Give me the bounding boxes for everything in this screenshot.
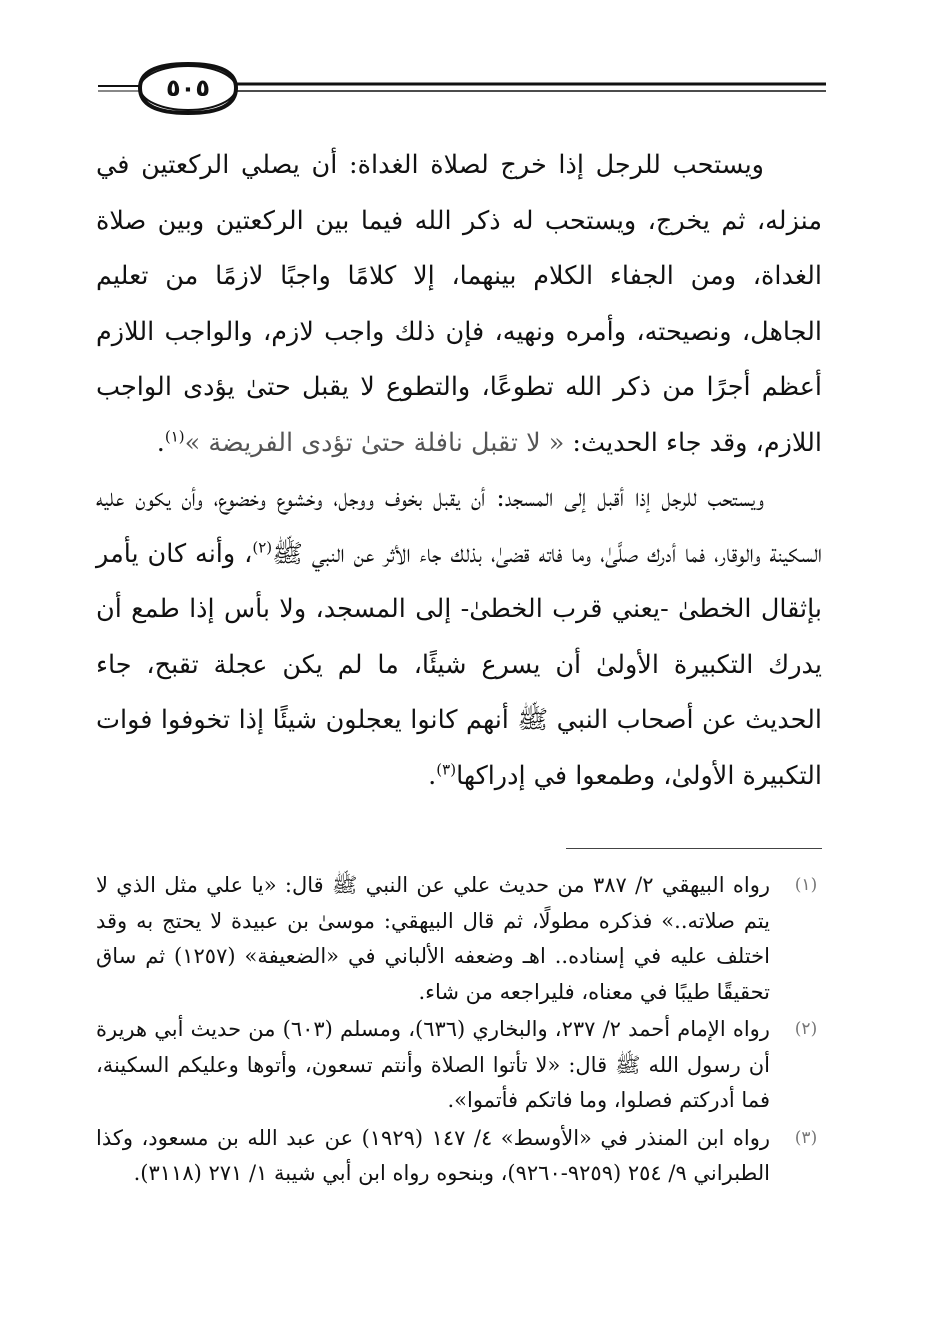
footnote-text: رواه ابن المنذر في «الأوسط» ٤/ ١٤٧ (١٩٢٩) عن عبد الله بن مسعود، وكذا الطبراني ٩/ ٢٥٤ (٩٢٥٩-٩٢٦٠)، وبنحوه رواه ابن أبي شيبة ١/ ٢٧١ (٣١١٨).	[96, 1125, 770, 1185]
hadith-quote: « لا تقبل نافلة حتىٰ تؤدى الفريضة »	[184, 427, 565, 458]
footnote-1	[96, 868, 826, 1010]
footnote-separator	[566, 848, 822, 849]
main-text	[96, 138, 822, 804]
footnote-3	[96, 1121, 826, 1192]
footnote-2	[96, 1012, 826, 1119]
footnote-number: (٣)	[794, 1127, 818, 1148]
footnote-number: (١)	[794, 875, 818, 895]
footnote-ref-1[interactable]: (١)	[164, 427, 185, 445]
paragraph-2	[96, 471, 822, 804]
paragraph-text: .	[428, 760, 437, 791]
footnote-ref-3[interactable]: (٣)	[436, 760, 457, 778]
paragraph-1	[96, 138, 822, 471]
page-header	[96, 58, 831, 122]
paragraph-text: ، وأنه كان يأمر بإثقال الخطىٰ -يعني قرب الخطىٰ- إلى المسجد، ولا بأس إذا طمع أن يدرك التكبيرة الأولىٰ أن يسرع شيئًا، ما لم يكن عجلة تقبح، جاء الحديث عن أصحاب النبي ﷺ أنهم كانوا يعجلون شيئًا إذا تخوفوا فوات التكبيرة الأولىٰ، وطمعوا في إدراكها	[96, 538, 822, 791]
footnote-text: رواه البيهقي ٢/ ٣٨٧ من حديث علي عن النبي ﷺ قال: «يا علي مثل الذي لا يتم صلاته..» فذكره مطولًا، ثم قال البيهقي: موسىٰ بن عبيدة لا يحتج به وقد اختلف عليه في إسناده.. اهـ وضعفه الألباني في «الضعيفة» (١٢٥٧) ثم ساق تحقيقًا طيبًا في معناه، فليراجعه من شاء.	[96, 873, 770, 1004]
paragraph-text: .	[156, 427, 165, 458]
paragraph-text: ويستحب للرجل إذا خرج لصلاة الغداة: أن يصلي الركعتين في منزله، ثم يخرج، ويستحب له ذكر الله فيما بين الركعتين وبين صلاة الغداة، ومن الجفاء الكلام بينهما، إلا كلامًا واجبًا لازمًا من تعليم الجاهل، ونصيحته، وأمره ونهيه، فإن ذلك واجب لازم، والواجب اللازم أعظم أجرًا من ذكر الله تطوعًا، والتطوع لا يقبل حتىٰ يؤدى الواجب اللازم، وقد جاء الحديث:	[96, 150, 822, 458]
page-number: ٥٠٥	[166, 74, 210, 102]
footnote-number: (٢)	[794, 1019, 818, 1039]
footnotes	[96, 868, 826, 1192]
paragraph-text: ويستحب للرجل إذا أقبل إلى المسجد: أن يقبل بخوف ووجل، وخشوع وخضوع، وأن يكون عليه السكينة والوقار، فما أدرك صلَّىٰ، وما فاته قضىٰ، بذلك جاء الأثر عن النبي ﷺ	[96, 483, 822, 569]
footnote-text: رواه الإمام أحمد ٢/ ٢٣٧، والبخاري (٦٣٦)، ومسلم (٦٠٣) من حديث أبي هريرة أن رسول الله ﷺ قال: «لا تأتوا الصلاة وأنتم تسعون، وأتوها وعليكم السكينة، فما أدركتم فصلوا، وما فاتكم فأتموا».	[96, 1017, 770, 1112]
footnote-ref-2[interactable]: (٢)	[252, 538, 273, 556]
